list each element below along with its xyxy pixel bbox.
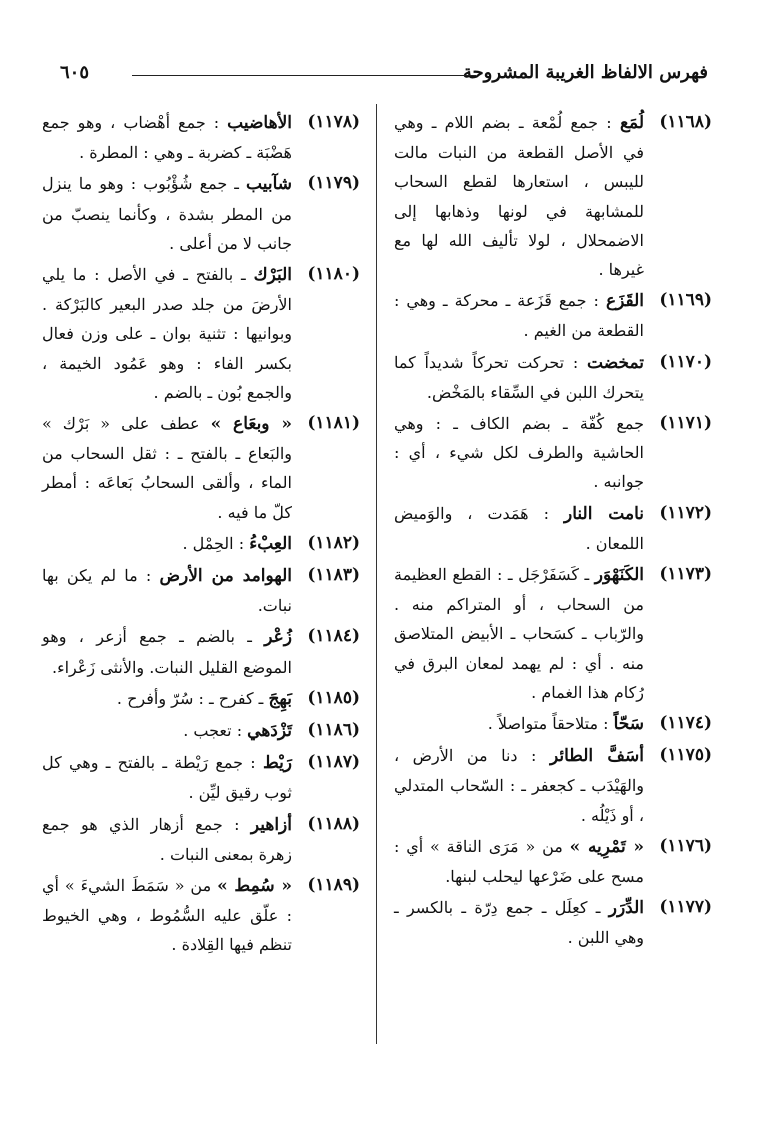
headword: القَزَع <box>605 291 644 312</box>
entry-body <box>394 499 644 558</box>
glossary-entry <box>42 871 360 960</box>
entry-body <box>394 560 644 707</box>
glossary-entry <box>42 561 360 620</box>
definition-text: : هَمَدت ، والوَميض اللمعان . <box>394 503 644 553</box>
entry-body <box>394 832 644 891</box>
entry-number: (١١٨٣) <box>307 565 360 586</box>
headword: نامت النار <box>564 503 644 524</box>
glossary-entry <box>394 286 712 345</box>
entry-body <box>42 561 292 620</box>
entry-number: (١١٧٣) <box>659 564 712 585</box>
glossary-entry <box>42 810 360 869</box>
glossary-entry <box>42 108 360 167</box>
entry-number: (١١٨٢) <box>307 532 360 553</box>
entry-number: (١١٨٧) <box>307 752 360 773</box>
entry-body <box>42 529 292 559</box>
entry-number: (١١٨١) <box>307 413 360 434</box>
definition-text: : متلاحقاً متواصلاً . <box>487 714 609 734</box>
glossary-entry <box>42 409 360 527</box>
entry-body <box>42 716 292 746</box>
headword: الهوامد من الأرض <box>159 566 293 587</box>
headword: تمخضت <box>587 352 644 373</box>
headword: تَزْدَهي <box>247 721 292 742</box>
entry-number: (١١٧٧) <box>659 897 712 918</box>
entry-number: (١١٧٥) <box>659 745 712 766</box>
headword: « سُمِط » <box>217 876 293 897</box>
glossary-entry <box>42 716 360 746</box>
entry-body <box>394 741 644 830</box>
definition-text: : جمع لُمْعة ـ بضم اللام ـ وهي في الأصل القطعة من النبات مالت لليبس ، استعارها لقطع السحاب للمشابهة في لونها وذهابها إلى الاضمحلال ، لولا تأليف الله لها مع غيرها . <box>394 113 644 280</box>
entry-body <box>42 622 292 681</box>
page-header <box>60 58 708 92</box>
entry-number: (١١٦٩) <box>659 290 712 311</box>
entry-body <box>42 108 292 167</box>
headword: الأهاضيب <box>227 113 292 133</box>
glossary-entry <box>394 108 712 284</box>
glossary-entry <box>394 709 712 739</box>
definition-text: : دنا من الأرض ، والهَيْدَب ـ كجعفر ـ : السّحاب المتدلي ، أو ذَيْلُه . <box>394 746 644 825</box>
entry-number: (١١٨٥) <box>307 687 360 708</box>
headword: أسَفَّ الطائر <box>549 746 644 767</box>
left-column <box>42 108 360 962</box>
headword: سَحّاً <box>613 714 644 735</box>
entry-body <box>42 810 292 869</box>
definition-text: جمع كُفّة ـ بضم الكاف ـ : وهي الحاشية والطرف لكل شيء ، أي : جوانبه . <box>394 414 644 492</box>
entry-body <box>42 409 292 527</box>
definition-text: : جمع رَيْطة ـ بالفتح ـ وهي كل ثوب رقيق ليِّن . <box>42 753 292 803</box>
definition-text: : جمع قَزَعة ـ محركة ـ وهي : القطعة من الغيم . <box>394 291 644 341</box>
definition-text: : تحركت تحركاً شديداً كما يتحرك اللبن في السِّقاء بالمَخْض. <box>394 352 644 402</box>
entry-body <box>42 871 292 960</box>
definition-text: ـ بالضم ـ جمع أزعر ، وهو الموضع القليل النبات. والأنثى زَعْراء. <box>42 627 292 677</box>
entry-body <box>42 748 292 807</box>
entry-number: (١١٨٤) <box>307 626 360 647</box>
definition-text: ـ كعِلَل ـ جمع دِرّة ـ بالكسر ـ وهي اللبن . <box>394 898 644 948</box>
glossary-entry <box>42 622 360 681</box>
entry-body <box>394 286 644 345</box>
headword: العِبْءُ <box>249 533 292 554</box>
definition-text: من « سَمَطَ الشيءَ » أي : علّق عليه السُّمُوط ، وهي الخيوط تنظم فيها القِلادة . <box>42 876 292 955</box>
definition-text: عطف على « بَرْك » والبَعاع ـ بالفتح ـ : ثقل السحاب من الماء ، وألقى السحابُ بَعاعَه : أمطر كلّ ما فيه . <box>42 414 292 522</box>
headword: الدِّرَر <box>608 898 644 919</box>
glossary-entry <box>42 260 360 407</box>
headword: شآبيب <box>246 174 292 195</box>
headword: البَرْك <box>253 265 293 286</box>
glossary-entry <box>42 748 360 807</box>
glossary-entry <box>394 893 712 952</box>
definition-text: ـ جمع شُؤْبُوب : وهو ما ينزل من المطر بشدة ، وكأنما ينصبّ من جانب لا من أعلى . <box>42 174 292 253</box>
glossary-entry <box>394 741 712 830</box>
column-divider <box>376 104 377 1044</box>
headword: بَهِجَ <box>268 688 292 709</box>
glossary-entry <box>394 560 712 707</box>
glossary-entry <box>42 684 360 714</box>
entry-body <box>394 108 644 284</box>
definition-text: ـ كَسَفَرْجَل ـ : القطع العظيمة من السحاب ، أو المتراكم منه . والرّباب ـ كسَحاب ـ الأبيض المتلاصق منه . أي : لم يهمد لمعان البرق في رُكام هذا الغمام . <box>394 565 644 702</box>
definition-text: : جمع أهْضاب ، وهو جمع هَضْبَة ـ كضربة ـ وهي : المطرة . <box>42 113 292 163</box>
glossary-entry <box>394 409 712 497</box>
headword: « تَمْرِيه » <box>569 836 645 857</box>
entry-number: (١١٨٦) <box>307 720 360 741</box>
definition-text: ـ بالفتح ـ في الأصل : ما يلي الأرضَ من جلد صدر البعير كالبَرْكة . وبوانيها : تثنية بوان ـ على وزن فعال بكسر الفاء : وهو عَمُود الخيمة ، والجمع بُون ـ بالضم . <box>42 265 292 402</box>
right-column <box>394 108 712 955</box>
page-number: ٦٠٥ <box>60 62 90 83</box>
glossary-entry <box>42 169 360 258</box>
entry-number: (١١٧٢) <box>659 502 712 523</box>
definition-text: ـ كفرح ـ : سُرّ وأفرح . <box>116 688 264 708</box>
entry-body <box>394 709 644 739</box>
definition-text: : الحِمْل . <box>182 533 245 553</box>
running-title: فهرس الالفاظ الغريبة المشروحة <box>462 62 708 83</box>
header-rule <box>132 75 476 76</box>
entry-number: (١١٧٦) <box>659 835 712 856</box>
entry-number: (١١٦٨) <box>659 112 712 132</box>
entry-number: (١١٨٩) <box>307 875 360 896</box>
glossary-entry <box>394 832 712 891</box>
definition-text: من « مَرَى الناقة » أي : مسح على ضَرْعها ليحلب لبنها. <box>394 836 644 887</box>
entry-number: (١١٧٠) <box>659 351 712 372</box>
entry-number: (١١٨٨) <box>307 813 360 834</box>
headword: رَيْط <box>262 753 293 774</box>
entry-number: (١١٧١) <box>659 413 712 434</box>
entry-number: (١١٧٨) <box>307 112 360 132</box>
headword: أزاهير <box>250 814 292 835</box>
entry-number: (١١٧٩) <box>307 173 360 194</box>
entry-number: (١١٨٠) <box>307 264 360 285</box>
headword: « وبعَاع » <box>210 414 292 435</box>
definition-text: : ما لم يكن بها نبات. <box>42 566 292 616</box>
headword: الكَنَهْوَر <box>594 565 644 586</box>
definition-text: : تعجب . <box>183 721 243 741</box>
entry-body <box>394 409 644 497</box>
entry-body <box>42 169 292 258</box>
entry-body <box>42 260 292 407</box>
entry-body <box>394 348 644 407</box>
glossary-entry <box>394 499 712 558</box>
headword: لُمَع <box>619 113 644 133</box>
headword: زُعْر <box>264 627 292 648</box>
entry-number: (١١٧٤) <box>659 713 712 734</box>
entry-body <box>42 684 292 714</box>
definition-text: : جمع أزهار الذي هو جمع زهرة بمعنى النبات . <box>42 814 292 864</box>
glossary-entry <box>42 529 360 559</box>
entry-body <box>394 893 644 952</box>
glossary-entry <box>394 348 712 407</box>
